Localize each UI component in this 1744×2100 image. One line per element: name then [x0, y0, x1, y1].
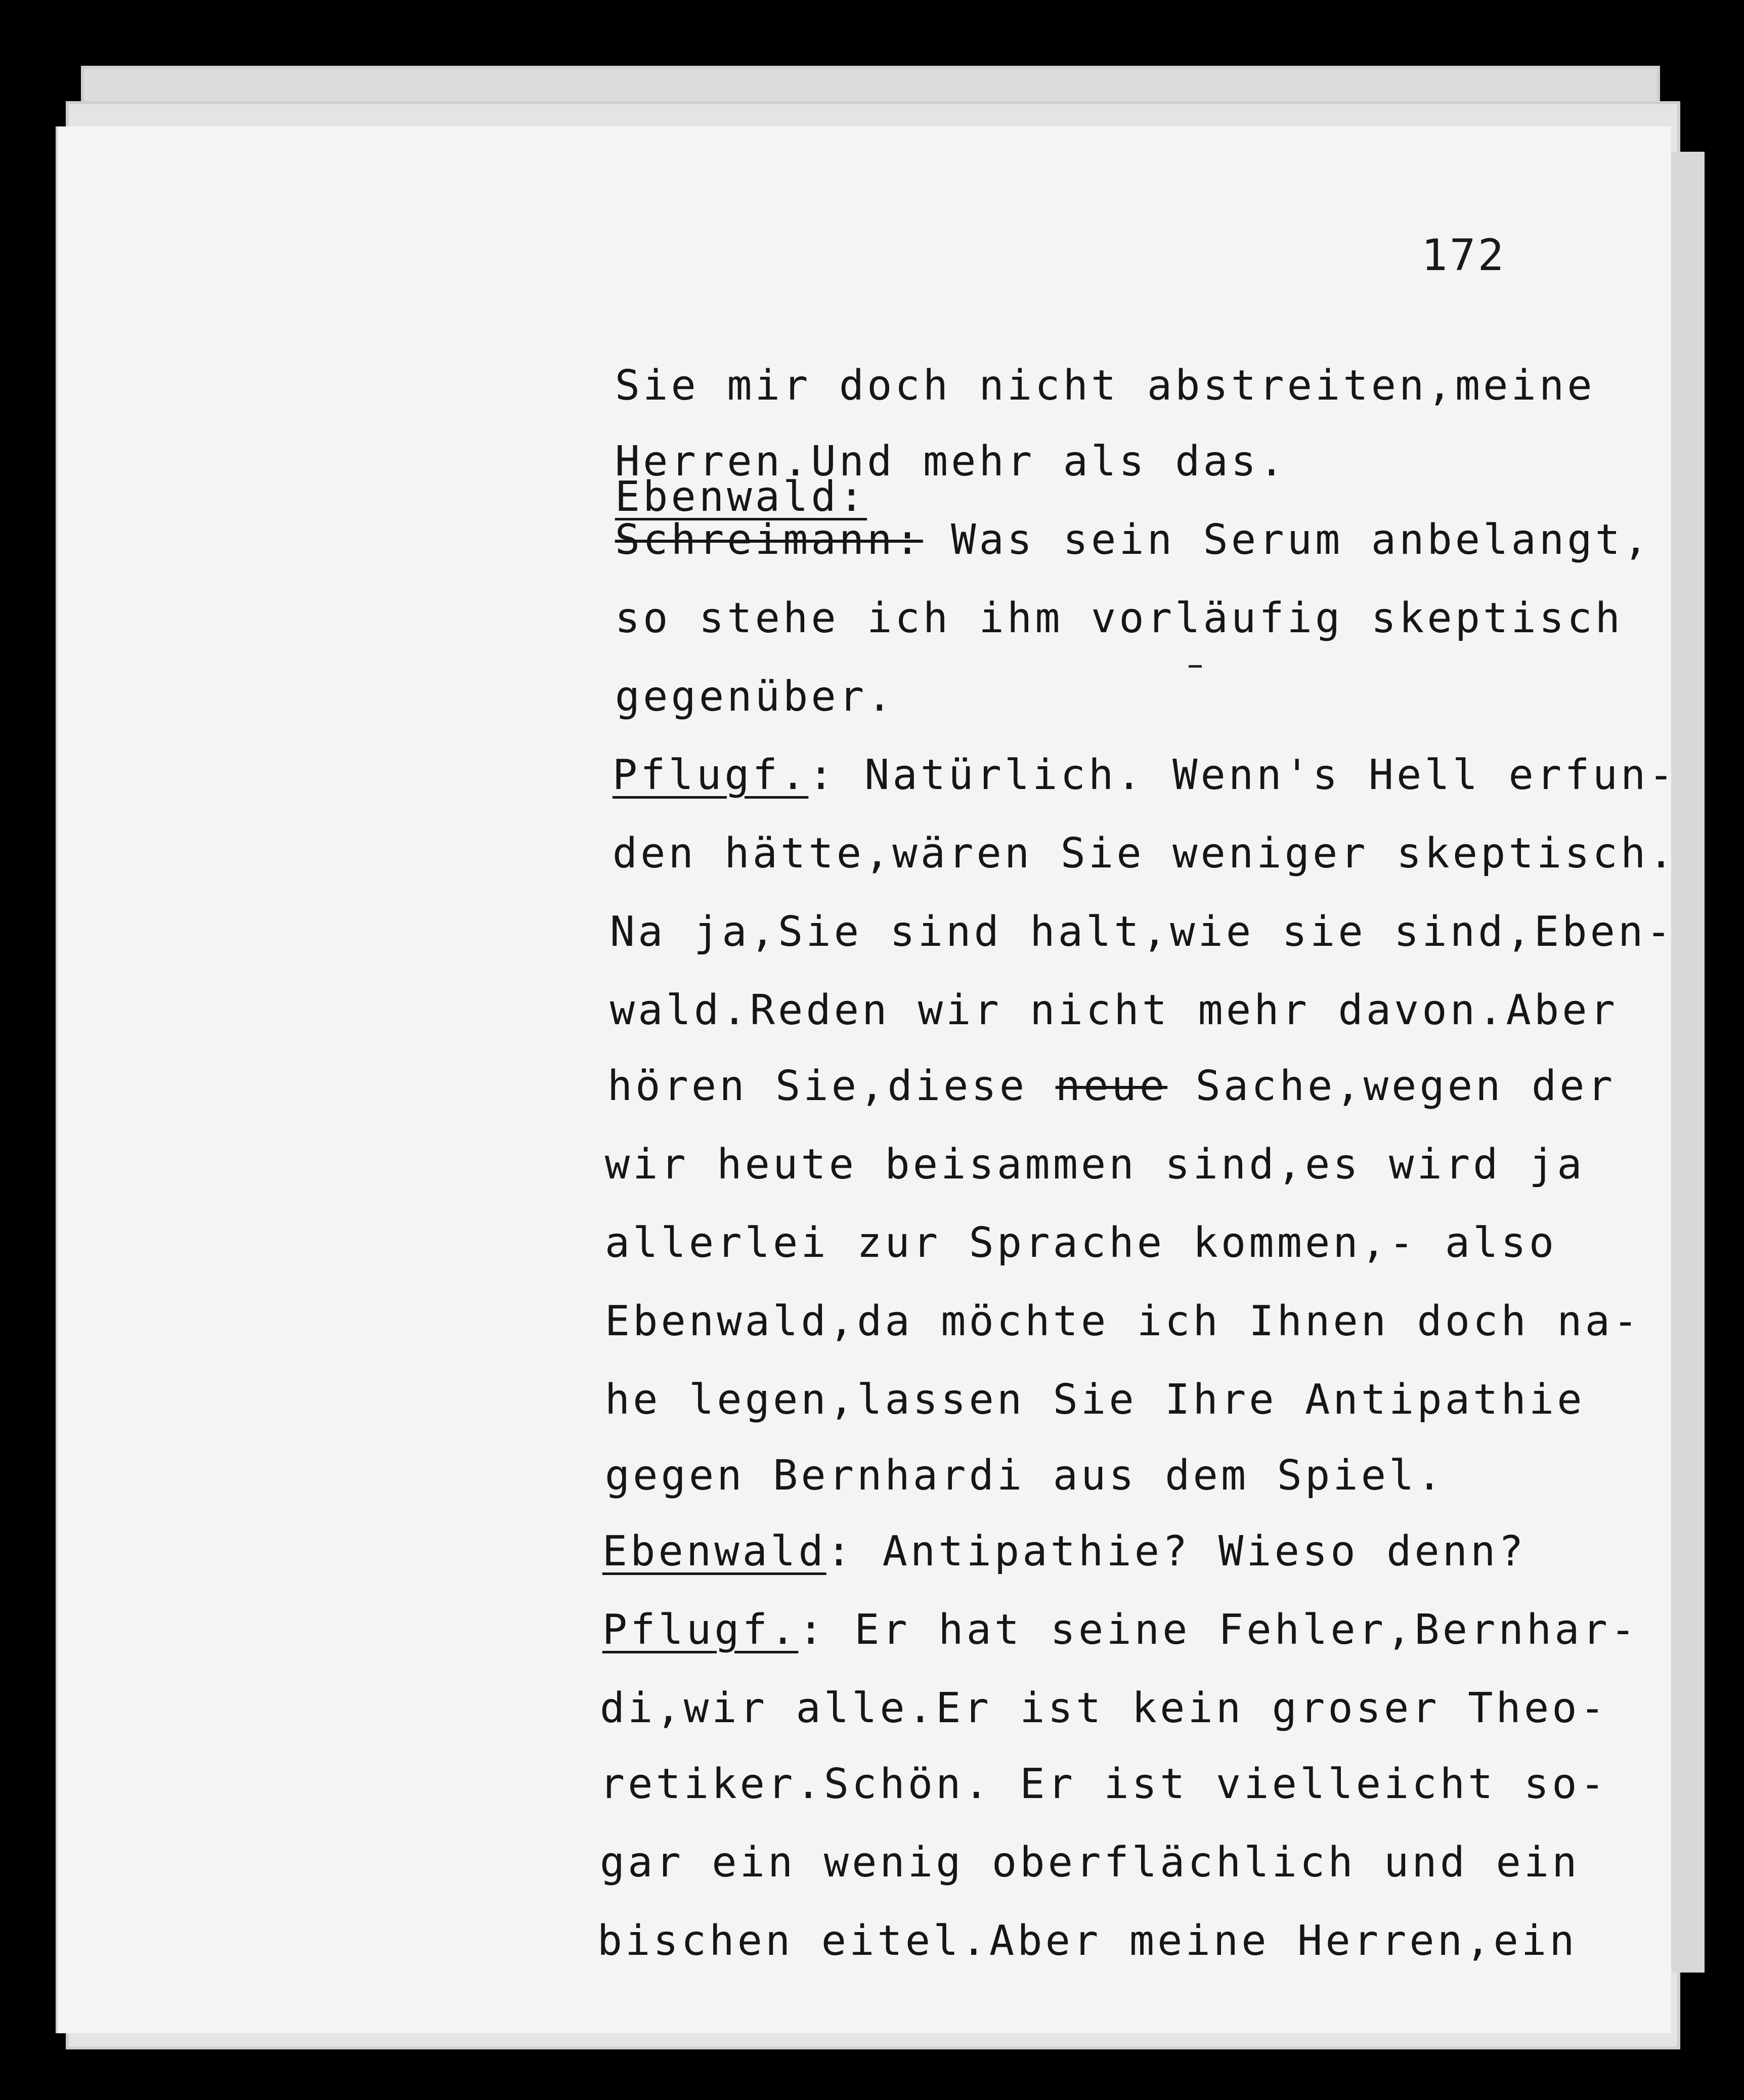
line-text: Sie mir doch nicht abstreiten,meine — [615, 362, 1595, 410]
line-text: gegen Bernhardi aus dem Spiel. — [604, 1452, 1445, 1500]
line-text: allerlei zur Sprache kommen,- also — [604, 1219, 1557, 1267]
speaker-name: Pflugf. — [612, 751, 809, 799]
line-text: gegenüber. — [615, 673, 895, 721]
speaker-name: Ebenwald: — [615, 473, 867, 521]
page-number: 172 — [1421, 230, 1506, 281]
line-text: Herren.Und mehr als das. — [615, 438, 1287, 486]
line-text: Sache,wegen der — [1167, 1062, 1616, 1110]
line-text: wald.Reden wir nicht mehr davon.Aber — [609, 986, 1619, 1034]
line-text: : Natürlich. Wenn's Hell erfun- — [808, 751, 1677, 799]
line-text: he legen,lassen Sie Ihre Antipathie — [604, 1376, 1585, 1424]
struck-speaker-name: Schreimann: — [615, 516, 923, 564]
line-text: retiker.Schön. Er ist vielleicht so- — [599, 1760, 1608, 1808]
line-text: di,wir alle.Er ist kein groser Theo- — [599, 1684, 1608, 1732]
struck-word: neue — [1055, 1062, 1168, 1110]
line-text: : Er hat seine Fehler,Bernhar- — [798, 1606, 1639, 1654]
line-text: : Antipathie? Wieso denn? — [826, 1527, 1527, 1576]
pen-mark — [1189, 665, 1202, 668]
line-text: so stehe ich ihm vorläufig skeptisch — [615, 594, 1624, 642]
line-text: Ebenwald,da möchte ich Ihnen doch na- — [604, 1297, 1641, 1345]
line-text: Was sein Serum anbelangt, — [923, 516, 1651, 564]
speaker-name: Pflugf. — [602, 1606, 799, 1654]
text-line — [541, 1869, 1578, 1965]
speaker-name: Ebenwald — [602, 1527, 826, 1576]
line-text: hören Sie,diese — [607, 1062, 1056, 1110]
line-text: gar ein wenig oberflächlich und ein — [599, 1839, 1580, 1887]
line-text: bischen eitel.Aber meine Herren,ein — [597, 1917, 1578, 1965]
line-text: wir heute beisammen sind,es wird ja — [604, 1141, 1585, 1189]
page-edge — [1669, 152, 1705, 1973]
line-text: Na ja,Sie sind halt,wie sie sind,Eben- — [609, 908, 1674, 956]
line-text: den hätte,wären Sie weniger skeptisch. — [612, 829, 1677, 878]
